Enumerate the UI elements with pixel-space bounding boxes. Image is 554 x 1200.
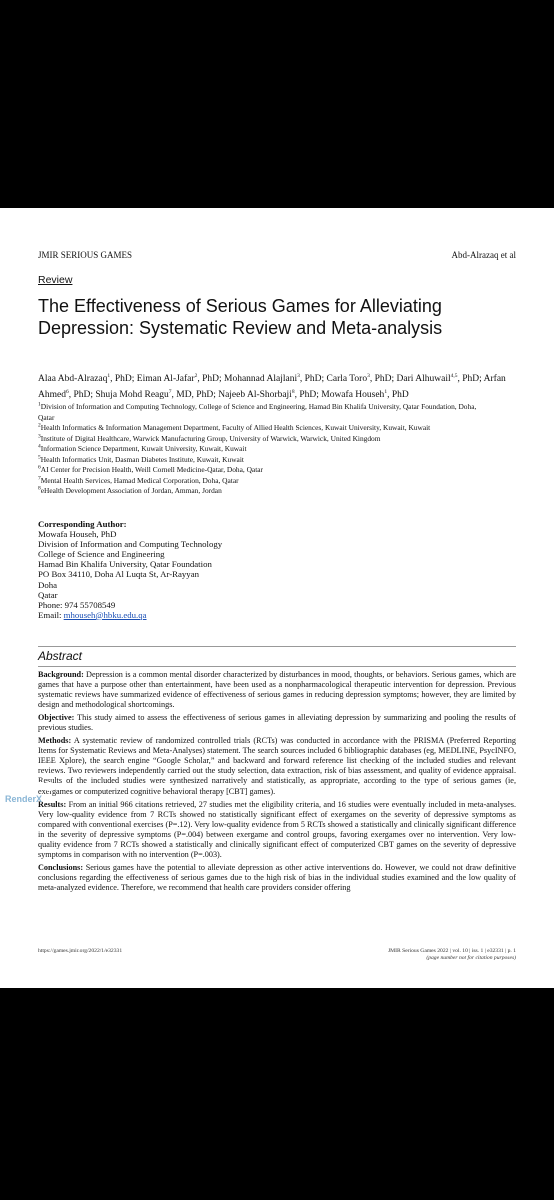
logo-line2: RenderX — [5, 794, 43, 804]
abstract-heading: Abstract — [38, 649, 83, 663]
author-degree: , PhD; — [68, 390, 96, 400]
abstract-section — [38, 800, 516, 860]
email-label: Email: — [38, 609, 64, 620]
affiliations-list — [38, 402, 518, 497]
abstract-section — [38, 670, 516, 710]
author-degree: , PhD; — [110, 374, 137, 384]
address-line: Phone: 974 55708549 — [38, 599, 116, 610]
affiliation-text: eHealth Development Association of Jordan, Amman, Jordan — [40, 486, 222, 495]
logo-line1: XSL•FO — [5, 779, 56, 794]
affiliation-item — [38, 444, 518, 455]
xslfo-renderx-logo — [5, 779, 55, 804]
address-line: Doha — [38, 579, 58, 590]
author-degree: , PhD; — [369, 374, 397, 384]
author-list — [38, 371, 518, 403]
author-affiliation-mark: 1 — [107, 372, 111, 379]
affiliation-number: 1 — [38, 401, 41, 408]
author-affiliation-mark: 3 — [297, 372, 300, 379]
author-affiliation-mark: 1 — [384, 388, 388, 395]
affiliation-item — [38, 476, 518, 487]
author-name: Eiman Al-Jafar — [136, 374, 195, 384]
journal-name: JMIR SERIOUS GAMES — [38, 250, 133, 260]
author-entry — [95, 390, 218, 400]
abstract-divider-bottom — [38, 666, 516, 667]
document-page — [0, 208, 554, 988]
affiliation-item — [38, 434, 518, 445]
affiliation-text: Institute of Digital Healthcare, Warwick Manufacturing Group, University of Warwick, Warwick, United Kingdom — [40, 433, 381, 443]
affiliation-text: Health Informatics Unit, Dasman Diabetes Institute, Kuwait, Kuwait — [40, 454, 244, 464]
abstract-section — [38, 713, 516, 733]
affiliation-text: AI Center for Precision Health, Weill Cornell Medicine-Qatar, Doha, Qatar — [40, 465, 264, 474]
footer-citation — [388, 948, 516, 962]
author-degree: , PhD; — [294, 390, 322, 400]
affiliation-item — [38, 402, 518, 413]
author-name: Shuja Mohd Reagu — [95, 390, 169, 400]
citation-note: (page number not for citation purposes) — [426, 955, 516, 961]
running-author: Abd-Alrazaq et al — [451, 250, 516, 260]
author-affiliation-mark: 2 — [194, 372, 198, 379]
author-degree: , PhD — [387, 390, 409, 400]
author-entry — [224, 374, 327, 384]
author-entry — [38, 374, 137, 384]
abstract-section-label: Methods: — [38, 736, 72, 746]
abstract-divider-top — [38, 646, 516, 647]
abstract-section-text: Depression is a common mental disorder characterized by disturbances in mood, thoughts, or behaviors. Serious games, which are games that have a purpose other than entertainment, have been used as a nonpharmacological therapeutic intervention for depression. Previous systematic reviews have summarized evidence of effectiveness of serious games in reducing depression symptoms; however, they are limited by design and methodological shortcomings. — [38, 670, 516, 710]
author-entry — [137, 374, 224, 384]
author-name: Dari Alhuwail — [396, 374, 451, 384]
address-line: Hamad Bin Khalifa University, Qatar Foundation — [38, 559, 212, 570]
abstract-section-text: A systematic review of randomized controlled trials (RCTs) was conducted in accordance with the PRISMA (Preferred Reporting Items for Systematic Reviews and Meta-Analyses) statement. The search sources included 6 bibliographic databases (eg, MEDLINE, PsycINFO, IEEE Xplore), the search engine “Google Scholar,” and backward and forward reference list checking of the included studies and relevant reviews. Two reviewers independently carried out the study selection, data extraction, risk of bias assessment, and quality of evidence appraisal. Results of the included studies were synthesized narratively and statistically, as appropriate, according to the type of serious games (ie, exergames or computerized cognitive behavioral therapy [CBT] games). — [38, 736, 516, 796]
author-name: Carla Toro — [326, 374, 368, 384]
affiliation-text: Qatar — [38, 412, 55, 422]
address-line: Mowafa Househ, PhD — [38, 529, 117, 540]
author-name: Mowafa Househ — [321, 390, 385, 400]
author-degree: , MD, PhD; — [171, 390, 219, 400]
author-name: Arfan Ahmed — [38, 374, 506, 400]
affiliation-text: Mental Health Services, Hamad Medical Corporation, Doha, Qatar — [40, 475, 239, 485]
affiliation-item — [38, 465, 518, 476]
affiliation-item — [38, 455, 518, 466]
affiliation-number: 3 — [38, 433, 41, 440]
affiliation-item — [38, 423, 518, 434]
email-line — [38, 610, 518, 620]
abstract-section-label: Objective: — [38, 713, 75, 723]
affiliation-item — [38, 413, 518, 424]
author-degree: , PhD; — [457, 374, 484, 384]
address-line: PO Box 34110, Doha Al Luqta St, Ar-Rayyan — [38, 569, 200, 580]
author-affiliation-mark: 4,5 — [450, 372, 458, 379]
affiliation-number: 4 — [38, 443, 41, 450]
abstract-section-label: Background: — [38, 670, 84, 679]
email-link[interactable]: mhouseh@hbku.edu.qa — [63, 609, 147, 620]
affiliation-number: 6 — [38, 464, 41, 471]
affiliation-number: 8 — [38, 485, 41, 492]
corresponding-address — [38, 529, 518, 610]
author-degree: , PhD; — [299, 374, 327, 384]
abstract-section — [38, 863, 516, 893]
abstract-section — [38, 736, 516, 796]
affiliation-number: 7 — [38, 475, 41, 482]
author-entry — [327, 374, 397, 384]
author-affiliation-mark: 7 — [168, 388, 172, 395]
citation-text: JMIR Serious Games 2022 | vol. 10 | iss. 1 | e32331 | p. 1 — [387, 948, 516, 954]
author-affiliation-mark: 8 — [291, 388, 295, 395]
address-line: College of Science and Engineering — [38, 549, 165, 560]
author-entry — [218, 390, 321, 400]
author-entry — [321, 390, 408, 400]
article-title: The Effectiveness of Serious Games for Alleviating Depression: Systematic Review and Meta-analysis — [38, 296, 443, 338]
affiliation-item — [38, 486, 518, 497]
affiliation-text: Division of Information and Computing Technology, College of Science and Engineering, Hamad Bin Khalifa University, Qatar Foundation, Doha, — [40, 402, 477, 411]
affiliation-text: Information Science Department, Kuwait University, Kuwait, Kuwait — [40, 444, 247, 453]
author-name: Najeeb Al-Shorbaji — [218, 390, 292, 400]
author-degree: , PhD; — [197, 374, 224, 384]
abstract-section-text: From an initial 966 citations retrieved, 27 studies met the eligibility criteria, and 16 studies were eventually included in meta-analyses. Very low-quality evidence from 7 RCTs showed no statistically significant effect of exergames on the severity of depressive symptoms as compared with conventional exercises (P=.12). Very low-quality evidence from 5 RCTs showed a statistically and clinically significant difference in the severity of depressive symptoms (P=.004) between exergame and control groups, favoring exergames over no intervention. Very low-quality evidence from 7 RCTs showed a statistically and clinically significant effect of computerized CBT games on the severity of depressive symptoms in comparison with no intervention (P=.003). — [38, 799, 516, 859]
abstract-section-text: This study aimed to assess the effectiveness of serious games in alleviating depression by summarizing and pooling the results of previous studies. — [38, 713, 516, 733]
address-line: Qatar — [38, 589, 58, 600]
address-line: Division of Information and Computing Technology — [38, 539, 223, 550]
abstract-section-text: Serious games have the potential to alleviate depression as other active interventions do. However, we could not draw definitive conclusions regarding the effectiveness of serious games due to the high risk of bias in the individual studies examined and the low quality of meta-analyzed evidence. Therefore, we recommend that health care providers consider offering — [38, 862, 516, 892]
affiliation-number: 2 — [38, 422, 41, 429]
author-entry — [397, 374, 484, 384]
abstract-section-label: Results: — [38, 799, 67, 809]
affiliation-number: 5 — [38, 454, 41, 461]
author-affiliation-mark: 6 — [65, 388, 69, 395]
corresponding-label: Corresponding Author: — [38, 519, 127, 529]
article-type-link[interactable]: Review — [38, 274, 73, 286]
author-affiliation-mark: 3 — [367, 372, 370, 379]
abstract-body — [38, 670, 516, 896]
author-name: Mohannad Alajlani — [224, 374, 298, 384]
footer-url: https://games.jmir.org/2022/1/e32331 — [38, 948, 123, 954]
affiliation-text: Health Informatics & Information Management Department, Faculty of Allied Health Sciences, Kuwait University, Kuwait, Kuwait — [40, 423, 431, 432]
abstract-section-label: Conclusions: — [38, 862, 84, 872]
author-name: Alaa Abd-Alrazaq — [38, 374, 108, 384]
corresponding-author — [38, 519, 518, 620]
